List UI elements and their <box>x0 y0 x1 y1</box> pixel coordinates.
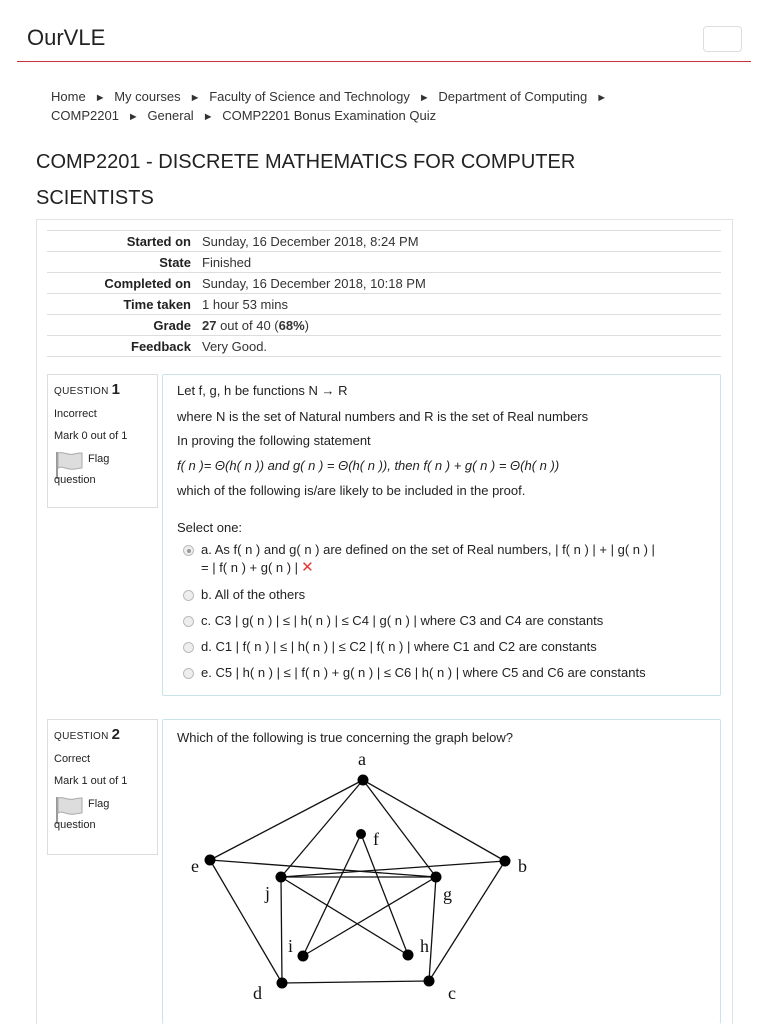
vertex-label: b <box>518 856 527 876</box>
answer-option-e[interactable] <box>183 664 646 682</box>
summary-row <box>47 315 721 336</box>
vertex-label: d <box>253 983 262 1003</box>
navbar-divider <box>17 61 751 62</box>
breadcrumb-course[interactable]: COMP2201 <box>51 108 119 123</box>
vertex-label: e <box>191 856 199 876</box>
question-1-content <box>162 374 721 696</box>
summary-label: Started on <box>126 233 191 249</box>
question-text-line: Which of the following is true concerning the graph below? <box>177 730 514 745</box>
vertex-label: g <box>443 884 452 904</box>
nav-toggle-button[interactable] <box>703 26 742 52</box>
question-number: 2 <box>111 726 121 743</box>
radio-button[interactable] <box>183 642 194 653</box>
breadcrumb-department[interactable]: Department of Computing <box>438 89 588 104</box>
flag-label-2: question <box>54 474 96 486</box>
question-number: 1 <box>111 381 121 398</box>
summary-row <box>47 273 721 294</box>
summary-value: Very Good. <box>202 338 268 354</box>
answer-text-cont: = | f( n ) + g( n ) | <box>201 560 299 575</box>
site-brand[interactable]: OurVLE <box>27 25 106 50</box>
petersen-graph <box>170 748 550 1010</box>
breadcrumb-my-courses[interactable]: My courses <box>114 89 181 104</box>
summary-value: Sunday, 16 December 2018, 8:24 PM <box>202 233 419 249</box>
answer-option-b[interactable] <box>183 586 305 604</box>
breadcrumb-separator: ► <box>189 92 201 104</box>
question-text-line: In proving the following statement <box>177 433 371 448</box>
answer-text: b. All of the others <box>201 587 306 602</box>
summary-label: Completed on <box>104 275 191 291</box>
page-title: COMP2201 - DISCRETE MATHEMATICS FOR COMPUTER SCIENTISTS <box>36 151 576 209</box>
breadcrumb-quiz[interactable]: COMP2201 Bonus Examination Quiz <box>222 108 437 123</box>
grade-percent: 68% <box>278 317 305 333</box>
answer-text: e. C5 | h( n ) | ≤ | f( n ) + g( n ) | ≤ C6 | h( n ) | where C5 and C6 are constants <box>201 665 646 680</box>
answer-option-d[interactable] <box>183 638 597 656</box>
vertex-label: f <box>373 829 379 849</box>
radio-button[interactable] <box>183 545 194 556</box>
vertex-label: c <box>448 983 456 1003</box>
breadcrumb-general[interactable]: General <box>147 108 194 123</box>
summary-row <box>47 336 721 357</box>
breadcrumb-separator: ► <box>596 92 608 104</box>
breadcrumb-home[interactable]: Home <box>51 89 86 104</box>
question-mark: Mark 0 out of 1 <box>54 430 128 442</box>
question-statement: f( n )= Θ(h( n )) and g( n ) = Θ(h( n )), then f( n ) + g( n ) = Θ(h( n )) <box>177 458 560 473</box>
radio-button[interactable] <box>183 590 194 601</box>
question-2-info <box>47 719 158 855</box>
vertex-label: j <box>265 883 271 903</box>
answer-text: d. C1 | f( n ) | ≤ | h( n ) | ≤ C2 | f( n ) | where C1 and C2 are constants <box>201 639 597 654</box>
question-state: Correct <box>54 753 91 765</box>
summary-value <box>202 315 721 336</box>
summary-row <box>47 252 721 273</box>
question-mark: Mark 1 out of 1 <box>54 775 128 787</box>
vertex-label: h <box>420 936 429 956</box>
question-text-line: where N is the set of Natural numbers and R is the set of Real numbers <box>177 409 589 424</box>
summary-label: State <box>159 254 191 270</box>
summary-label: Grade <box>153 317 191 333</box>
summary-row <box>47 231 721 252</box>
question-text-line: Let f, g, h be functions N → R <box>177 383 348 398</box>
radio-button[interactable] <box>183 616 194 627</box>
select-one-prompt: Select one: <box>177 520 243 535</box>
incorrect-icon: ✕ <box>301 559 314 576</box>
breadcrumb-separator: ► <box>202 111 214 123</box>
radio-button[interactable] <box>183 668 194 679</box>
answer-text: a. As f( n ) and g( n ) are defined on the set of Real numbers, | f( n ) | + | g( n ) | <box>201 542 655 557</box>
question-label: QUESTION <box>54 386 109 397</box>
vertex-label: a <box>358 749 366 769</box>
flag-label: Flag <box>88 798 110 810</box>
breadcrumb-separator: ► <box>418 92 430 104</box>
summary-row <box>47 294 721 315</box>
summary-label: Time taken <box>123 296 191 312</box>
vertex-label: i <box>288 936 294 956</box>
navbar <box>0 0 768 62</box>
answer-option-c[interactable] <box>183 612 603 630</box>
summary-value: Sunday, 16 December 2018, 10:18 PM <box>202 275 426 291</box>
grade-close: ) <box>304 317 309 333</box>
attempt-summary-table <box>47 230 721 357</box>
flag-label-2: question <box>54 819 96 831</box>
summary-value: Finished <box>202 254 252 270</box>
question-1-info <box>47 374 158 508</box>
breadcrumb-separator: ► <box>127 111 139 123</box>
breadcrumb-faculty[interactable]: Faculty of Science and Technology <box>209 89 410 104</box>
breadcrumb <box>51 88 691 126</box>
question-label: QUESTION <box>54 731 109 742</box>
summary-value: 1 hour 53 mins <box>202 296 288 312</box>
question-text-line: which of the following is/are likely to be included in the proof. <box>177 483 526 498</box>
grade-score: 27 <box>202 317 217 333</box>
answer-option-a[interactable] <box>183 541 655 577</box>
summary-label: Feedback <box>131 338 191 354</box>
question-state: Incorrect <box>54 408 97 420</box>
flag-label: Flag <box>88 453 110 465</box>
answer-text: c. C3 | g( n ) | ≤ | h( n ) | ≤ C4 | g( n ) | where C3 and C4 are constants <box>201 613 604 628</box>
grade-out-of: out of 40 ( <box>216 317 279 333</box>
breadcrumb-separator: ► <box>94 92 106 104</box>
